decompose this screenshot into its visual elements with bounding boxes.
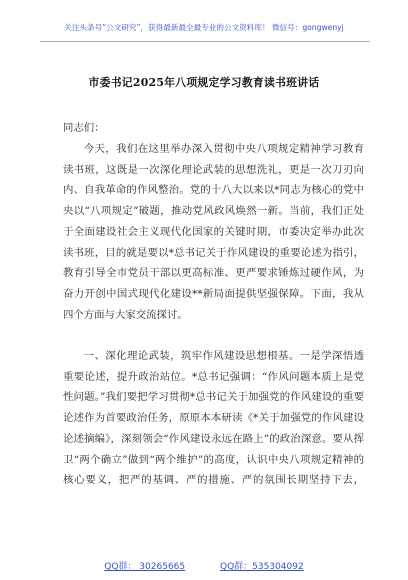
paragraph-text: 今天，我们在这里举办深入贯彻中央八项规定精神学习教育读书班，这既是一次深化理论武装的思想洗礼，更是一次刀刃向内、自我革命的作风整治。党的十八大以来以*同志为核心的党中央以“八项规定”破题，推动党风政风焕然一新。当前，我们正处于全面建设社会主义现代化国家的关键时期，市委决定举办此次读书班，目的就是要以*总书记关于作风建设的重要论述为指引，教育引导全市党员干部以更高标准、更严要求锤炼过硬作风，为奋力开创中国式现代化建设**新局面提供坚强保障。下面，我从四个方面与大家交流探讨。 (63, 143, 364, 321)
header-divider (40, 41, 370, 42)
paragraph-text: 一、深化理论武装，筑牢作风建设思想根基。一是学深悟透重要论述，提升政治站位。*总书记强调：“作风问题本质上是党性问题。”我们要把学习贯彻*总书记关于加强党的作风建设的重要论述作为首要政治任务，原原本本研读《*关于加强党的作风建设论述摘编》，深刻领会“作风建设永远在路上”的政治深意。要从挥卫“两个确立”做到“两个维护”的高度，认识中央八项规定精神的核心要义，把严的基调、严的措施、严的氛围长期坚持下去， (63, 350, 364, 487)
qq-group-link-1[interactable]: QQ群： 30265665 (104, 562, 186, 572)
document-title: 市委书记2025年八项规定学习教育读书班讲话 (88, 76, 320, 89)
header-banner: 关注头条号“公文研究”，获得最新最全最专业的公文资料库！ 微信号：gongwenyj (64, 23, 344, 32)
salutation: 同志们： (63, 122, 105, 134)
body-paragraph-intro (63, 139, 364, 325)
footer-contact (0, 559, 408, 572)
body-paragraph-section-one (63, 346, 364, 491)
qq-group-link-2[interactable]: QQ群：535304092 (220, 562, 304, 572)
